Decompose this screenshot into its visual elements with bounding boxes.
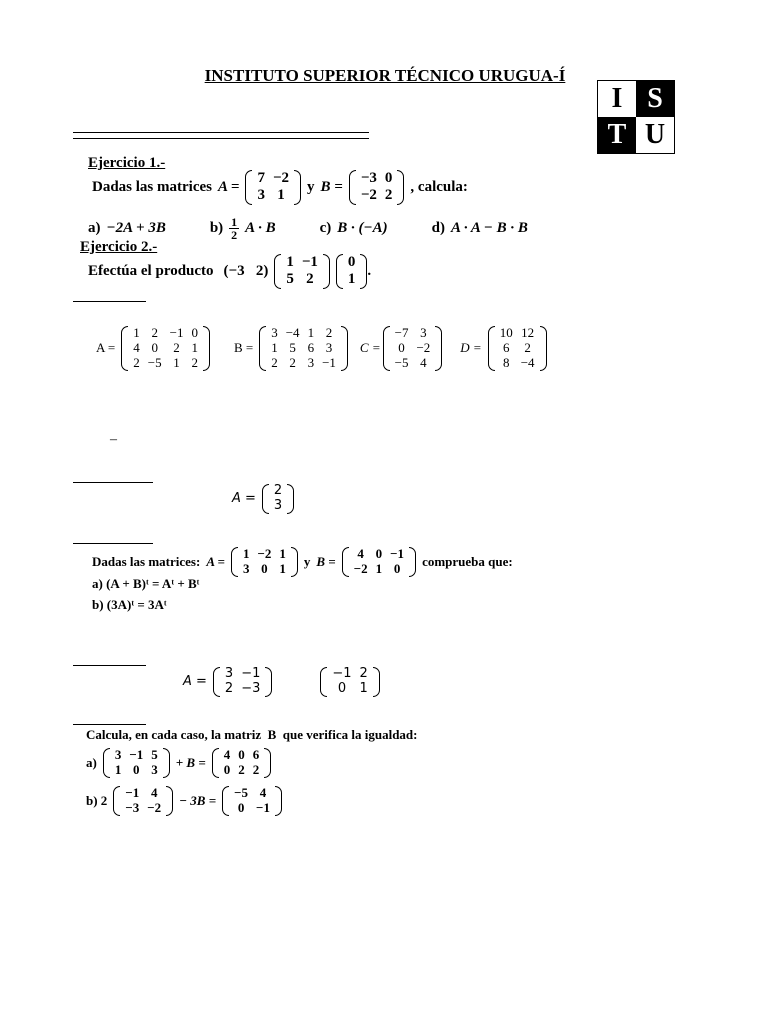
matrix-row [111,763,162,778]
matrix-cell: 1 [271,339,278,355]
matrix-cell: 1 [347,271,356,288]
matrix-row [350,562,408,577]
ex3-matrix-a [121,326,210,371]
matrix-cell: −2 [147,799,162,815]
ex5-matrix-b [342,547,416,577]
right-paren [163,748,170,778]
ex1-b-label: B = [320,178,343,195]
ex1-item-b-label: b) [209,220,224,236]
matrix-body [121,786,165,816]
matrix-cell: 2 [289,354,296,370]
matrix-cell: 0 [238,747,245,762]
matrix-cell: 0 [347,254,356,270]
matrix-body [220,748,264,778]
matrix-cell: 4 [133,339,140,355]
logo-letter-s: S [636,81,674,117]
section-divider [73,301,146,302]
matrix-row [328,682,371,697]
matrix-cell: 5 [286,271,294,288]
ex7-a-plus: + B = [175,754,206,770]
section-divider [73,724,146,725]
matrix-cell: 0 [261,560,268,576]
ex7-b-matrix-1 [113,786,173,816]
matrix-cell: 3 [257,187,265,204]
matrix-cell: 2 [191,354,198,370]
section-divider [73,665,146,666]
matrix-cell: −2 [360,187,377,204]
matrix-cell: 6 [252,747,260,762]
matrix-cell: 4 [357,546,364,561]
matrix-cell: 3 [273,497,283,513]
matrix-cell: 2 [271,354,278,370]
ex6-a-label: A = [183,674,207,690]
ex3-matrix-d [488,326,547,371]
right-paren [287,484,294,514]
matrix-row [282,254,322,271]
right-paren [540,326,547,371]
matrix-cell: 4 [420,354,427,370]
right-paren [265,667,272,697]
ex5-item-b: b) (3A)ᵗ = 3Aᵗ [92,597,167,612]
matrix-row [121,786,165,801]
matrix-cell: −1 [241,666,261,681]
matrix-row [267,326,340,341]
matrix-row [253,187,293,204]
matrix-cell: 2 [173,339,180,355]
matrix-row [344,271,360,288]
matrix-body [328,667,371,697]
ex7-intro: Calcula, en cada caso, la matriz B que verifica la igualdad: [86,727,418,742]
matrix-cell: −1 [332,666,352,681]
ex7-a-matrix-1 [103,748,170,778]
ex7-b-minus: − 3B = [179,792,217,808]
matrix-body [221,667,264,697]
matrix-cell: −4 [520,354,535,370]
matrix-row [391,356,435,371]
matrix-body [267,326,340,371]
matrix-cell: 3 [271,325,278,340]
matrix-cell: 5 [289,339,296,355]
matrix-cell: 2 [151,325,158,340]
matrix-cell: −1 [125,785,140,800]
ex3-b-label: B = [233,340,254,356]
matrix-cell: 4 [150,785,158,800]
matrix-cell: 0 [151,339,158,355]
logo-letter-u: U [636,117,674,153]
header-divider [73,132,369,139]
matrix-cell: 0 [237,799,245,815]
ex1-item-b-fraction [229,216,239,241]
left-paren [245,170,252,205]
ex5-matrix-a [231,547,298,577]
ex1-item-d: A · A − B · B [450,220,528,236]
matrix-row [267,356,340,371]
matrix-cell: −3 [360,170,377,186]
matrix-cell: −1 [390,546,405,561]
matrix-cell: 1 [133,325,140,340]
matrix-cell: 0 [223,761,231,777]
matrix-row [344,254,360,271]
matrix-cell: 2 [325,325,333,340]
matrix-cell: 12 [521,325,535,340]
matrix-row [496,341,539,356]
fraction-denominator: 2 [231,228,238,242]
matrix-cell: −2 [353,560,368,576]
right-paren [397,170,404,205]
left-paren [342,547,349,577]
matrix-row [220,748,264,763]
left-paren [320,667,327,697]
matrix-row [129,326,202,341]
ex1-item-c: B · (−A) [337,220,388,236]
matrix-row [239,562,290,577]
right-paren [360,254,367,289]
matrix-row [496,326,539,341]
matrix-row [111,748,162,763]
ex7-item-b [86,786,282,816]
matrix-cell: −5 [394,354,409,370]
ex5-intro: Dadas las matrices: [92,553,201,569]
ex1-title: Ejercicio 1.- [88,155,166,171]
matrix-cell: −1 [256,799,270,815]
ex5-item-a: a) (A + B)ᵗ = Aᵗ + Bᵗ [92,576,200,591]
matrix-cell: 1 [279,560,286,576]
matrix-cell: 0 [375,546,383,561]
matrix-cell: −4 [285,325,300,340]
ex7-a-matrix-2 [212,748,272,778]
ex3-matrix-c [383,326,443,371]
matrix-body [391,326,435,371]
left-paren [336,254,343,289]
matrix-body [357,170,397,205]
matrix-cell: −3 [241,680,261,696]
matrix-body [253,170,293,205]
left-paren [231,547,238,577]
matrix-row [357,187,397,204]
matrix-cell: 2 [359,666,368,681]
matrix-cell: 2 [273,483,283,498]
ex6-statement [183,667,380,697]
ex7-b-label: b) 2 [86,792,108,808]
matrix-row [357,170,397,187]
matrix-cell: −2 [257,546,272,561]
ex5-tail: comprueba que: [422,553,513,569]
matrix-cell: −1 [301,254,318,270]
left-paren [212,748,219,778]
matrix-cell: 2 [133,354,140,370]
ex5-statement [92,547,513,577]
matrix-body [230,786,274,816]
matrix-cell: 1 [173,354,180,370]
matrix-row [129,341,202,356]
ex3-c-label: C = [359,340,381,356]
matrix-body [350,547,408,577]
ex2-row-vector: (−3 2) [223,262,269,279]
matrix-row [282,271,322,288]
right-paren [373,667,380,697]
matrix-body [496,326,539,371]
matrix-cell: 1 [277,187,285,204]
matrix-cell: 8 [502,354,510,370]
ex3-d-label: D = [460,340,482,356]
matrix-body [282,254,322,289]
matrix-row [230,786,274,801]
ex2-matrix [274,254,330,289]
logo-letter-t: T [598,117,636,153]
matrix-cell: 10 [499,325,513,340]
matrix-row [121,801,165,816]
right-paren [203,326,210,371]
ex1-item-c-label: c) [319,220,332,236]
ex5-a-label: A = [206,553,225,569]
matrix-cell: −2 [272,170,290,186]
matrix-cell: 2 [306,271,314,288]
matrix-cell: −1 [129,747,144,762]
matrix-cell: −5 [234,785,249,800]
matrix-cell: 1 [286,254,294,270]
ex1-items [88,216,528,241]
istu-logo [597,80,675,154]
matrix-cell: 1 [114,761,122,777]
matrix-cell: 0 [398,339,405,355]
ex1-item-d-label: d) [431,220,445,236]
logo-letter-i: I [598,81,636,117]
matrix-body [129,326,202,371]
right-paren [341,326,348,371]
matrix-row [129,356,202,371]
ex1-matrix-b [349,170,405,205]
ex1-item-b: A · B [245,220,276,236]
matrix-cell: 6 [502,339,510,355]
matrix-cell: 3 [114,747,122,762]
right-paren [435,326,442,371]
matrix-row [220,763,264,778]
matrix-cell: −5 [147,354,162,370]
matrix-body [270,484,286,514]
ex1-matrix-a [245,170,301,205]
matrix-cell: −1 [169,325,184,340]
left-paren [262,484,269,514]
right-paren [275,786,282,816]
ex7-a-label: a) [86,754,97,770]
ex1-item-a-label: a) [88,220,101,236]
ex2-statement [88,254,371,289]
matrix-cell: 1 [359,680,368,696]
ex1-a-label: A = [218,178,240,195]
matrix-cell: 2 [524,339,531,355]
matrix-cell: 3 [224,666,234,681]
section-divider [73,482,153,483]
matrix-cell: −7 [394,325,409,340]
matrix-row [253,170,293,187]
ex2-text: Efectúa el producto [88,262,214,279]
section-divider [73,543,153,544]
ex1-tail: , calcula: [410,178,468,195]
matrix-cell: 1 [279,546,286,561]
matrix-cell: 2 [384,187,393,204]
ex1-intro: Dadas las matrices [92,178,212,195]
matrix-cell: 0 [384,170,393,186]
matrix-cell: 2 [238,761,245,777]
matrix-cell: 5 [151,747,158,762]
left-paren [222,786,229,816]
matrix-cell: 7 [257,170,265,186]
right-paren [323,254,330,289]
matrix-cell: 3 [307,354,315,370]
ex4-a-label: A = [232,491,256,507]
matrix-cell: 3 [151,761,158,777]
ex3-a-label: A = [96,340,116,356]
right-paren [291,547,298,577]
matrix-cell: 3 [325,339,333,355]
ex5-b-label: B = [316,553,336,569]
ex1-statement [92,170,468,205]
ex2-end: . [367,262,372,279]
ex7-item-a [86,748,271,778]
right-paren [264,748,271,778]
ex6-matrix-a [213,667,272,697]
matrix-cell: 3 [242,560,250,576]
left-paren [274,254,281,289]
ex4-matrix-a [262,484,294,514]
ex6-matrix-b [320,667,379,697]
left-paren [213,667,220,697]
ex5-conj: y [303,553,311,569]
matrix-body [344,254,360,289]
ex4-statement [232,484,294,514]
fraction-numerator: 1 [231,215,238,229]
right-paren [166,786,173,816]
matrix-cell: 0 [393,560,401,576]
matrix-row [391,326,435,341]
matrix-row [221,667,264,682]
matrix-cell: 1 [242,546,250,561]
right-paren [294,170,301,205]
stray-dash: – [110,432,117,447]
left-paren [349,170,356,205]
matrix-cell: 1 [307,325,315,340]
matrix-row [391,341,435,356]
ex1-conj: y [307,178,315,195]
matrix-body [111,748,162,778]
matrix-cell: 1 [375,560,383,576]
matrix-cell: 6 [307,339,315,355]
ex2-column-vector [336,254,368,289]
matrix-cell: 4 [223,747,231,762]
matrix-row [350,547,408,562]
matrix-cell: 0 [133,761,140,777]
page-title: INSTITUTO SUPERIOR TÉCNICO URUGUA-Í [204,66,566,85]
matrix-cell: −2 [416,339,431,355]
matrix-row [239,547,290,562]
ex7-b-matrix-2 [222,786,282,816]
matrix-cell: −1 [322,354,336,370]
matrix-body [239,547,290,577]
left-paren [259,326,266,371]
left-paren [103,748,110,778]
matrix-cell: 3 [420,325,427,340]
matrix-row [270,499,286,514]
matrix-row [230,801,274,816]
left-paren [488,326,495,371]
matrix-cell: 0 [337,680,347,696]
ex3-matrix-b [259,326,348,371]
matrix-cell: 1 [191,339,198,355]
ex3-matrices [96,326,547,371]
matrix-cell: −3 [125,799,140,815]
left-paren [121,326,128,371]
matrix-row [328,667,371,682]
matrix-cell: 4 [259,785,267,800]
left-paren [383,326,390,371]
left-paren [113,786,120,816]
ex2-title: Ejercicio 2.- [80,239,158,255]
ex1-item-a: −2A + 3B [106,220,166,236]
matrix-row [221,682,264,697]
matrix-row [496,356,539,371]
matrix-row [267,341,340,356]
right-paren [409,547,416,577]
matrix-cell: 0 [191,325,198,340]
matrix-cell: 2 [252,761,260,777]
matrix-cell: 2 [224,680,234,696]
matrix-row [270,484,286,499]
